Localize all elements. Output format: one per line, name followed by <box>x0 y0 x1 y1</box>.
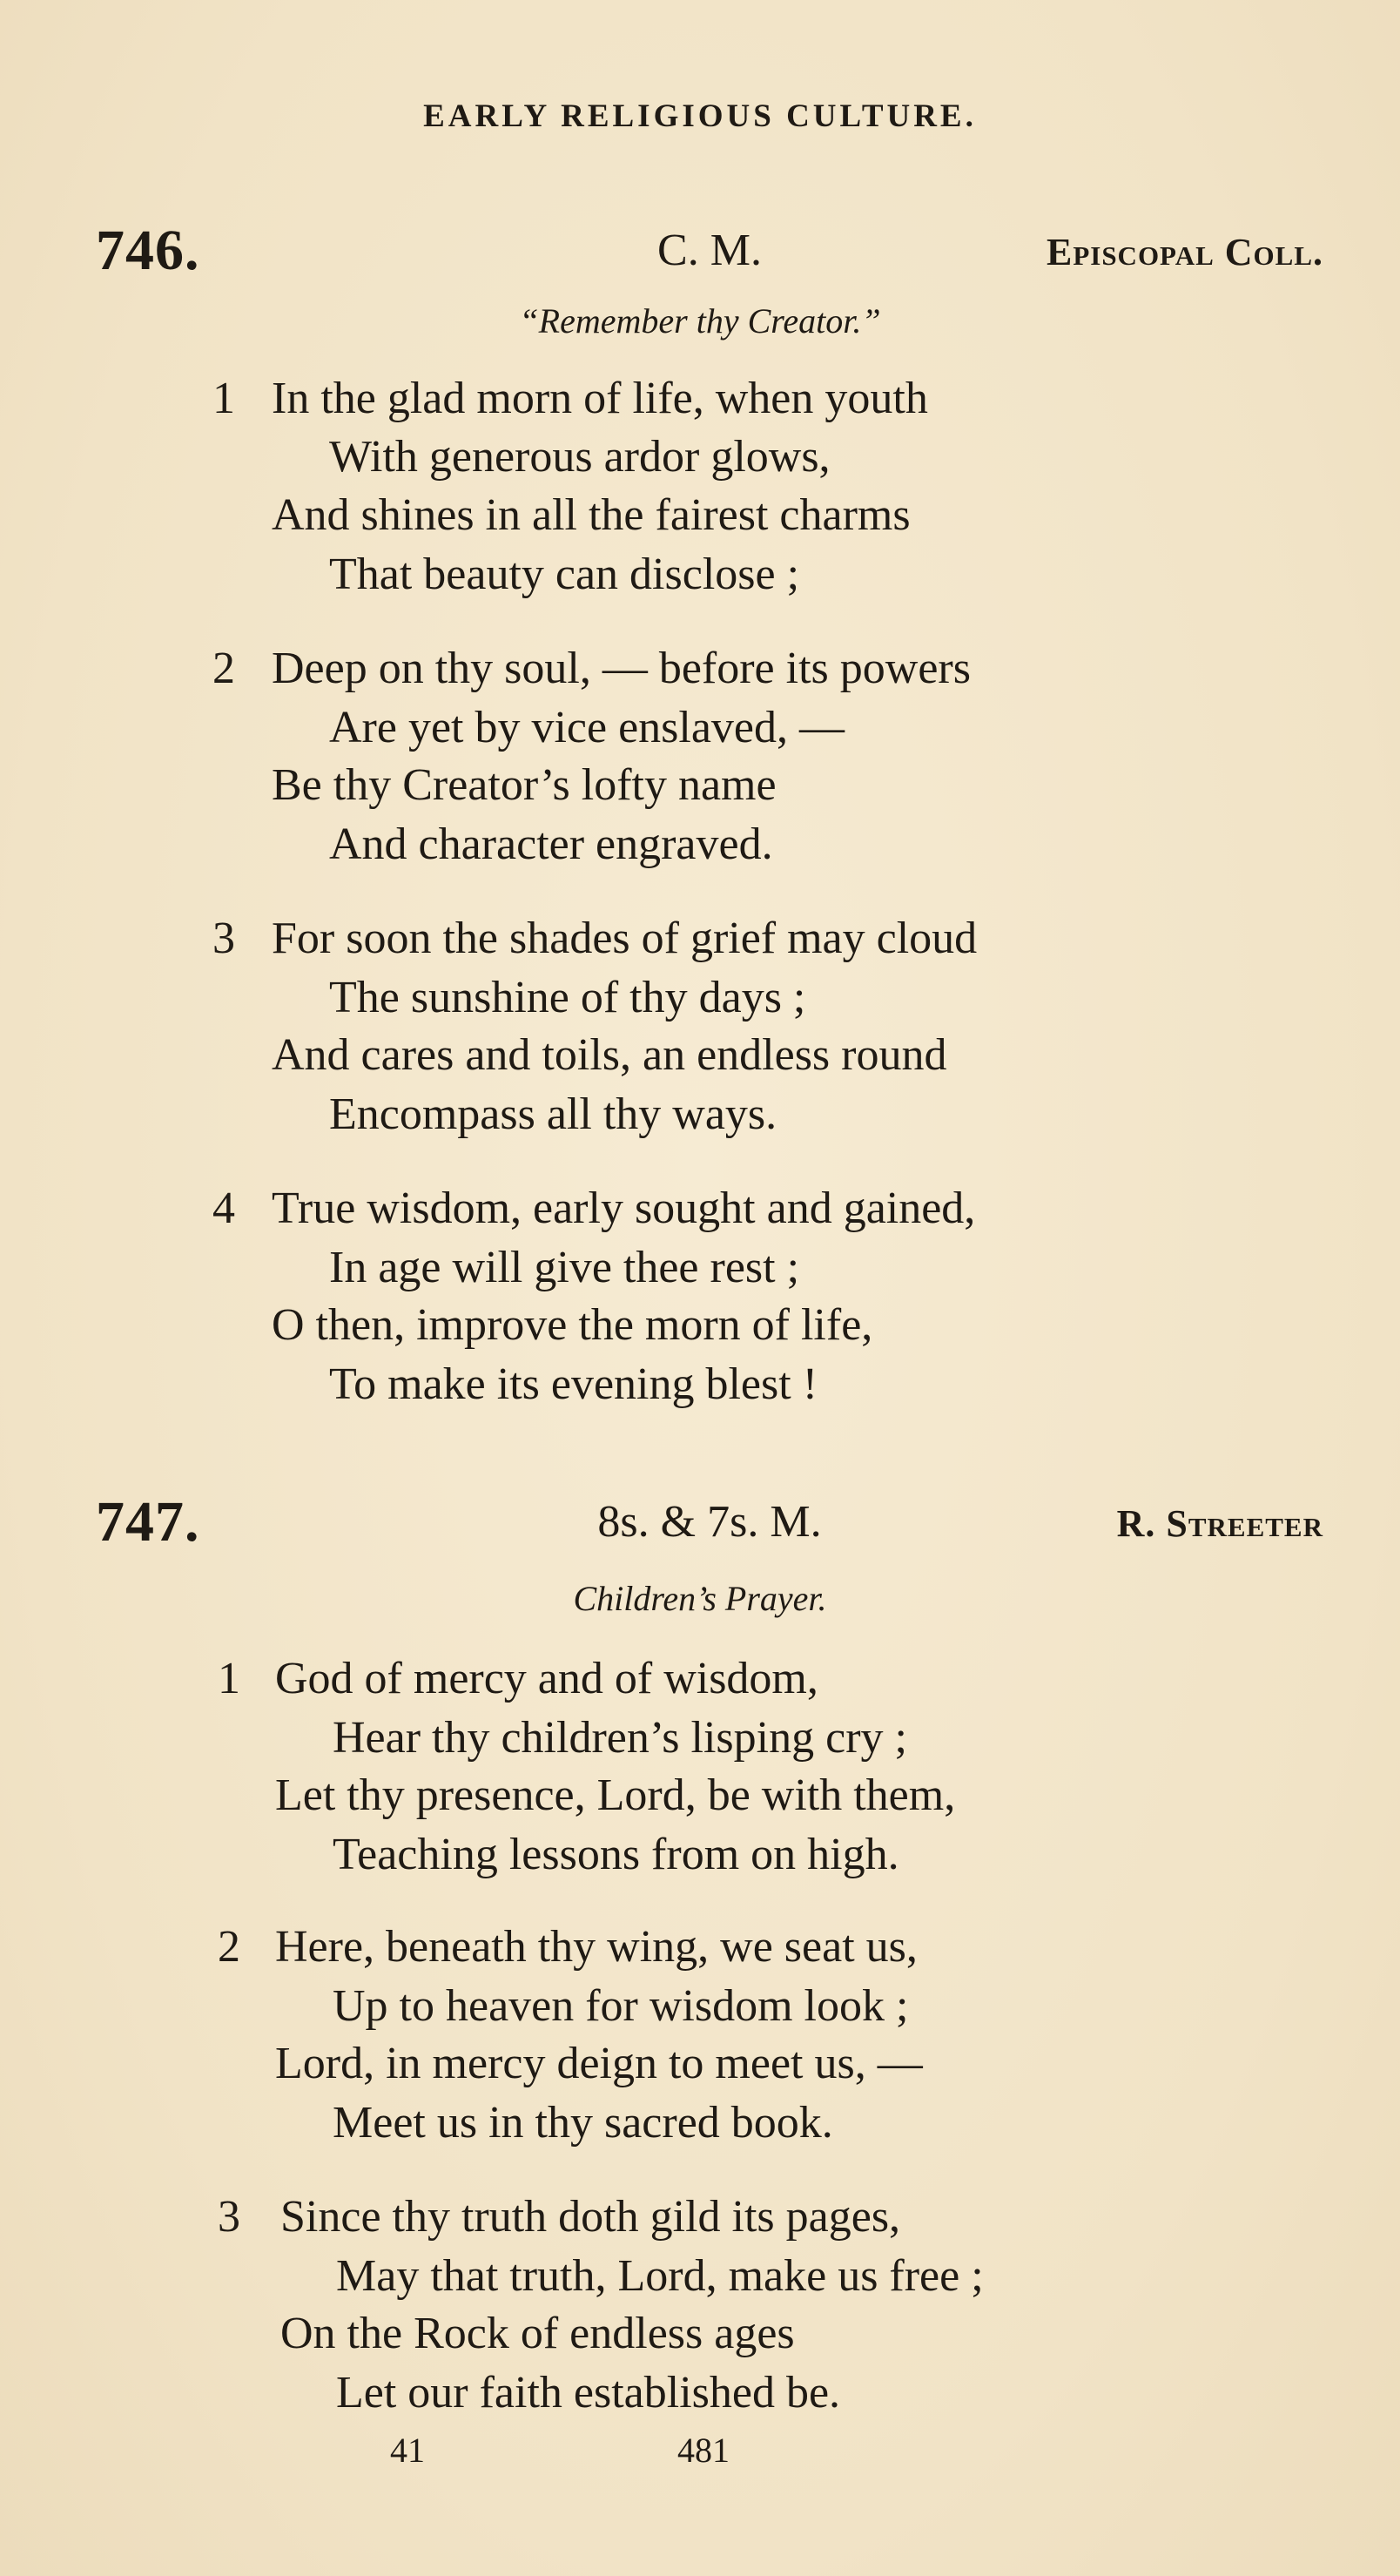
verse-line: Since thy truth doth gild its pages, <box>280 2192 901 2242</box>
verse-line: And shines in all the fairest charms <box>272 490 911 540</box>
verse-line: And character engraved. <box>329 819 773 869</box>
hymn-author: Episcopal Coll. <box>1046 231 1323 273</box>
signature-mark: 41 <box>390 2431 425 2470</box>
hymn-meter: C. M. <box>657 226 762 275</box>
verse-line: May that truth, Lord, make us free ; <box>336 2251 984 2301</box>
stanza-number: 1 <box>218 1654 240 1703</box>
verse-line: Deep on thy soul, — before its powers <box>272 644 971 693</box>
verse-line: In the glad morn of life, when youth <box>272 374 928 423</box>
verse-line: Let our faith established be. <box>336 2368 841 2418</box>
hymn-number: 746. <box>96 219 200 282</box>
hymn-author: R. Streeter <box>1116 1502 1323 1545</box>
verse-line: Hear thy children’s lisping cry ; <box>333 1713 907 1763</box>
hymn-746-header <box>96 218 1323 287</box>
verse-line: Encompass all thy ways. <box>329 1089 777 1139</box>
verse-line: Be thy Creator’s lofty name <box>272 760 777 810</box>
hymn-747-header <box>96 1489 1323 1559</box>
verse-line: That beauty can disclose ; <box>329 550 800 599</box>
verse-line: The sunshine of thy days ; <box>329 973 806 1022</box>
verse-line: For soon the shades of grief may cloud <box>272 914 978 963</box>
verse-line: Teaching lessons from on high. <box>333 1830 899 1879</box>
verse-line: Let thy presence, Lord, be with them, <box>275 1770 956 1820</box>
hymn-meter: 8s. & 7s. M. <box>597 1497 822 1547</box>
verse-line: To make its evening blest ! <box>329 1359 818 1409</box>
verse-line: Here, beneath thy wing, we seat us, <box>275 1922 918 1972</box>
page-number: 481 <box>677 2431 730 2470</box>
verse-line: Up to heaven for wisdom look ; <box>333 1981 909 2031</box>
verse-line: Are yet by vice enslaved, — <box>329 703 845 752</box>
hymn-subtitle: Children’s Prayer. <box>573 1579 827 1618</box>
stanza-number: 3 <box>218 2192 240 2242</box>
hymn-number: 747. <box>96 1490 200 1554</box>
stanza-number: 2 <box>212 644 235 693</box>
verse-line: With generous ardor glows, <box>329 432 831 482</box>
verse-line: Lord, in mercy deign to meet us, — <box>275 2039 923 2088</box>
verse-line: God of mercy and of wisdom, <box>275 1654 818 1703</box>
hymn-subtitle: “Remember thy Creator.” <box>519 301 881 341</box>
stanza-number: 1 <box>212 374 235 423</box>
verse-line: In age will give thee rest ; <box>329 1243 800 1292</box>
stanza-number: 2 <box>218 1922 240 1972</box>
verse-line: And cares and toils, an endless round <box>272 1030 947 1080</box>
verse-line: True wisdom, early sought and gained, <box>272 1183 976 1233</box>
stanza-number: 3 <box>212 914 235 963</box>
running-head: EARLY RELIGIOUS CULTURE. <box>423 98 977 134</box>
verse-line: On the Rock of endless ages <box>280 2309 795 2358</box>
stanza-number: 4 <box>212 1183 235 1233</box>
verse-line: Meet us in thy sacred book. <box>333 2098 833 2148</box>
verse-line: O then, improve the morn of life, <box>272 1300 873 1350</box>
